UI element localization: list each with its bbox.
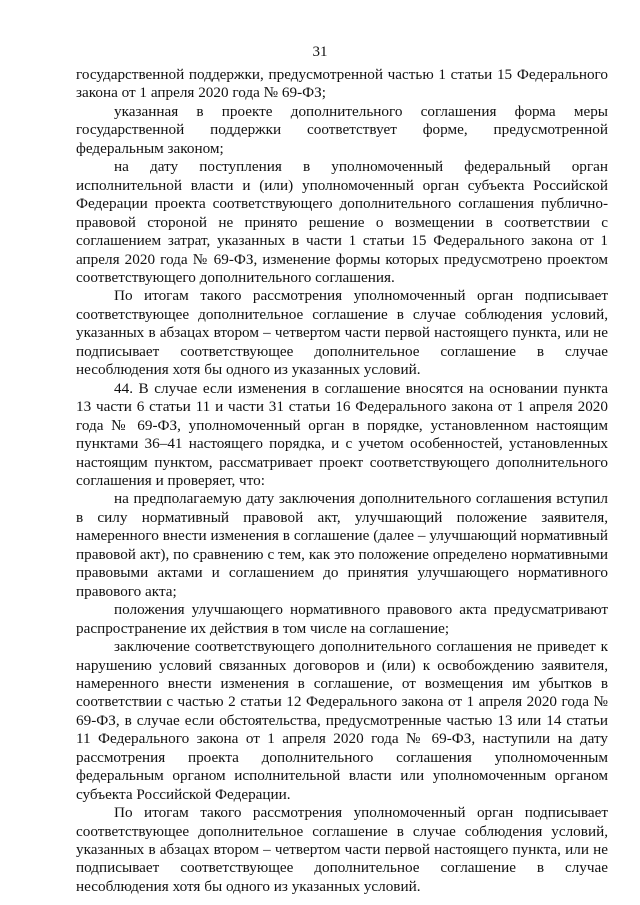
paragraph-condition-form: указанная в проекте дополнительного соглашения форма меры государственной поддержки соответствует форме, предусмотренной федеральным законом; [76, 102, 608, 157]
paragraph-condition-scope: положения улучшающего нормативного правового акта предусматривают распространение их действия в том числе на соглашение; [76, 601, 608, 637]
paragraph-clause-44: 44. В случае если изменения в соглашение вносятся на основании пункта 13 части 6 статьи 11 и части 31 статьи 16 Федерального закона от 1 апреля 2020 года № 69-ФЗ, уполномоченный орган в порядке, установленном настоящим пунктами 36–41 настоящего порядка, и с учетом особенностей, установленных настоящим пунктом, рассматривает проект соответствующего дополнительного соглашения и проверяет, что: [76, 379, 608, 489]
page-number: 31 [312, 44, 328, 60]
paragraph-condition-damages: заключение соответствующего дополнительного соглашения не приведет к нарушению условий связанных договоров и (или) к освобождению заявителя, намеренного внести изменения в соглашение, от возмещения им убытков в соответствии с частью 2 статьи 12 Федерального закона от 1 апреля 2020 года № 69-ФЗ, в случае если обстоятельства, предусмотренные частью 13 или 14 статьи 11 Федерального закона от 1 апреля 2020 года № 69-ФЗ, наступили на дату рассмотрения проекта дополнительного соглашения уполномоченным федеральным органом исполнительной власти или уполномоченным органом субъекта Российской Федерации. [76, 638, 608, 803]
paragraph-continuation: государственной поддержки, предусмотренной частью 1 статьи 15 Федерального закона от 1 апреля 2020 года № 69-ФЗ; [76, 66, 608, 102]
paragraph-condition-act: на предполагаемую дату заключения дополнительного соглашения вступил в силу нормативный правовой акт, улучшающий положение заявителя, намеренного внести изменения в соглашение (далее – улучшающий нормативный правовой акт), по сравнению с тем, как это положение определено нормативными правовыми актами и соглашением до принятия улучшающего нормативного правового акта; [76, 490, 608, 600]
paragraph-result-2: По итогам такого рассмотрения уполномоченный орган подписывает соответствующее дополнительное соглашение в случае соблюдения условий, указанных в абзацах втором – четвертом части первой настоящего пункта, или не подписывает соответствующее дополнительное соглашение в случае несоблюдения хотя бы одного из указанных условий. [76, 804, 608, 895]
paragraph-result-1: По итогам такого рассмотрения уполномоченный орган подписывает соответствующее дополнительное соглашение в случае соблюдения условий, указанных в абзацах втором – четвертом части первой настоящего пункта, или не подписывает соответствующее дополнительное соглашение в случае несоблюдения хотя бы одного из указанных условий. [76, 287, 608, 379]
paragraph-condition-decision: на дату поступления в уполномоченный федеральный орган исполнительной власти и (или) уполномоченный орган субъекта Российской Федерации проекта соответствующего дополнительного соглашения публично-правовой стороной не принято решение о возмещении в соответствии с соглашением затрат, указанных в части 1 статьи 15 Федерального закона от 1 апреля 2020 года № 69-ФЗ, изменение формы которых предусмотрено проектом соответствующего дополнительного соглашения. [76, 158, 608, 286]
document-body [76, 66, 608, 896]
